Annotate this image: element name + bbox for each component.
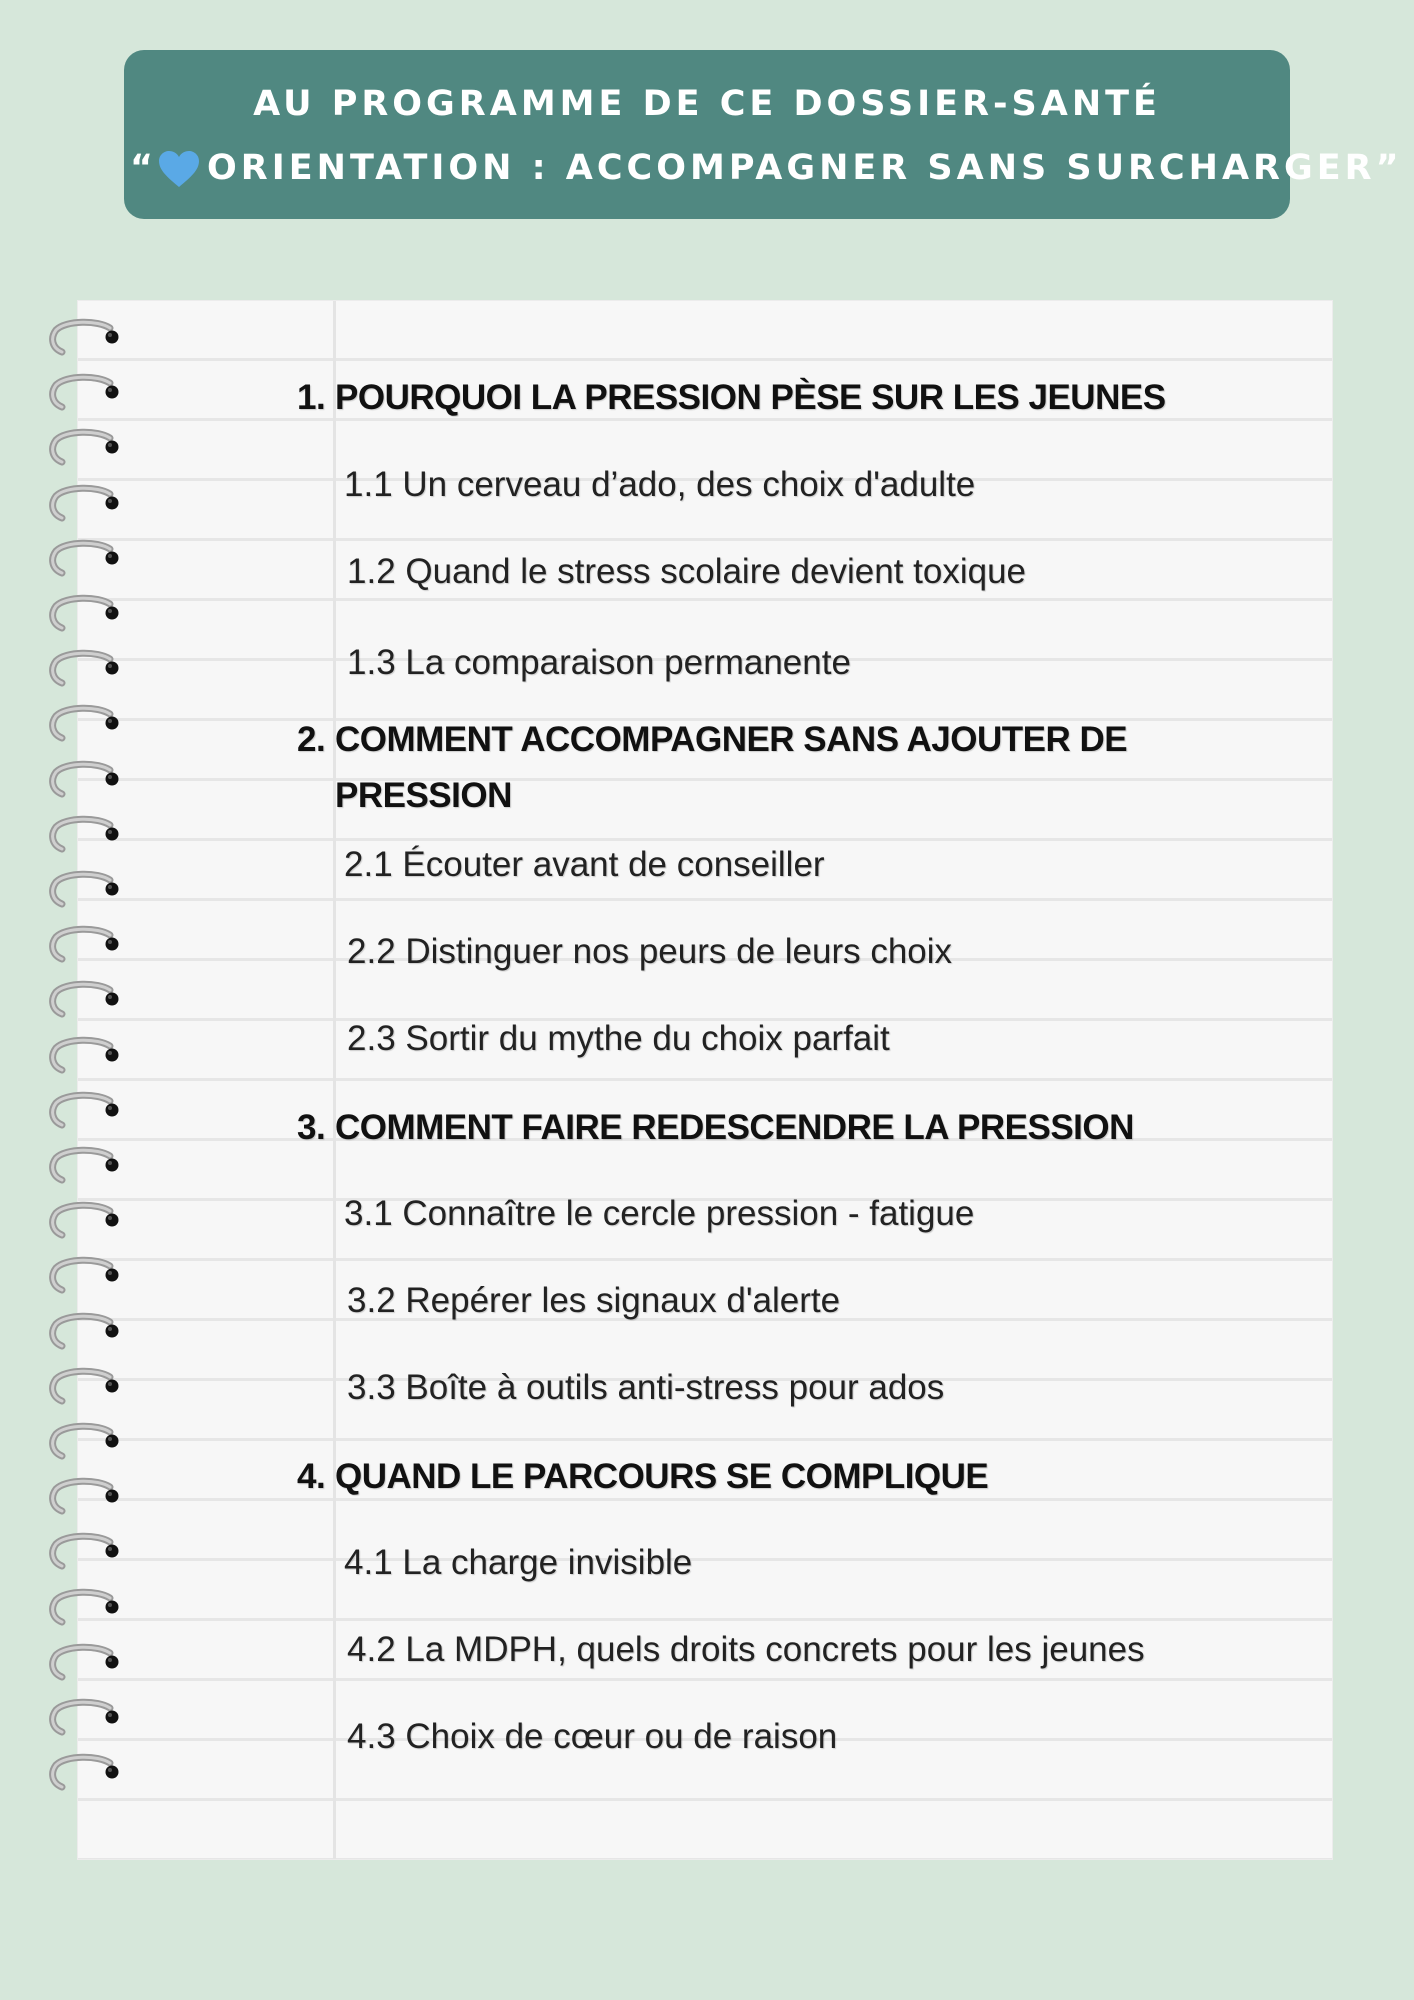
notebook-page xyxy=(78,301,1332,1859)
toc-item: 3.3 Boîte à outils anti-stress pour ados xyxy=(347,1368,945,1407)
quote-open: “ xyxy=(130,148,158,188)
spiral-ring-icon xyxy=(48,1091,128,1131)
spiral-ring-icon xyxy=(48,1643,128,1683)
spiral-ring-icon xyxy=(48,1477,128,1517)
toc-item: 3.2 Repérer les signaux d'alerte xyxy=(347,1281,841,1320)
spiral-ring-icon xyxy=(48,870,128,910)
spiral-ring-icon xyxy=(48,1256,128,1296)
toc-item: 1.2 Quand le stress scolaire devient toxique xyxy=(347,552,1026,591)
spiral-ring-icon xyxy=(48,373,128,413)
spiral-ring-icon xyxy=(48,428,128,468)
margin-line xyxy=(333,301,336,1859)
spiral-ring-icon xyxy=(48,649,128,689)
spiral-ring-icon xyxy=(48,594,128,634)
spiral-ring-icon xyxy=(48,1532,128,1572)
spiral-ring-icon xyxy=(48,1201,128,1241)
toc-item: 2.1 Écouter avant de conseiller xyxy=(344,845,825,884)
toc-item: 2.2 Distinguer nos peurs de leurs choix xyxy=(347,932,953,971)
section-heading-2: 2. COMMENT ACCOMPAGNER SANS AJOUTER DE PRESSION xyxy=(297,720,1128,815)
spiral-ring-icon xyxy=(48,1588,128,1628)
spiral-ring-icon xyxy=(48,1698,128,1738)
toc-item: 2.3 Sortir du mythe du choix parfait xyxy=(347,1019,890,1058)
title-banner xyxy=(124,50,1403,219)
toc-item: 1.1 Un cerveau d’ado, des choix d'adulte xyxy=(344,465,976,504)
spiral-ring-icon xyxy=(48,1753,128,1793)
spiral-ring-icon xyxy=(48,1312,128,1352)
spiral-ring-icon xyxy=(48,1036,128,1076)
spiral-ring-icon xyxy=(48,1367,128,1407)
section-heading-1: 1. POURQUOI LA PRESSION PÈSE SUR LES JEUNES xyxy=(297,378,1166,417)
spiral-ring-icon xyxy=(48,1146,128,1186)
banner-subtitle: ORIENTATION : ACCOMPAGNER SANS SURCHARGER” xyxy=(207,148,1403,188)
spiral-ring-icon xyxy=(48,484,128,524)
spiral-binding xyxy=(48,0,138,1860)
section-heading-3: 3. COMMENT FAIRE REDESCENDRE LA PRESSION xyxy=(297,1108,1134,1147)
toc-item: 3.1 Connaître le cercle pression - fatigue xyxy=(344,1194,975,1233)
toc-item: 4.3 Choix de cœur ou de raison xyxy=(347,1717,838,1756)
blue-heart-icon xyxy=(157,149,201,189)
section-heading-4: 4. QUAND LE PARCOURS SE COMPLIQUE xyxy=(297,1457,989,1496)
toc-item: 4.2 La MDPH, quels droits concrets pour les jeunes xyxy=(347,1630,1145,1669)
spiral-ring-icon xyxy=(48,704,128,744)
spiral-ring-icon xyxy=(48,1422,128,1462)
banner-title-line-1: AU PROGRAMME DE CE DOSSIER-SANTÉ xyxy=(253,84,1161,124)
spiral-ring-icon xyxy=(48,815,128,855)
toc-item: 1.3 La comparaison permanente xyxy=(347,643,851,682)
spiral-ring-icon xyxy=(48,925,128,965)
spiral-ring-icon xyxy=(48,318,128,358)
spiral-ring-icon xyxy=(48,539,128,579)
spiral-ring-icon xyxy=(48,980,128,1020)
toc-item: 4.1 La charge invisible xyxy=(344,1543,693,1582)
spiral-ring-icon xyxy=(48,760,128,800)
banner-title-line-2 xyxy=(130,136,1403,200)
